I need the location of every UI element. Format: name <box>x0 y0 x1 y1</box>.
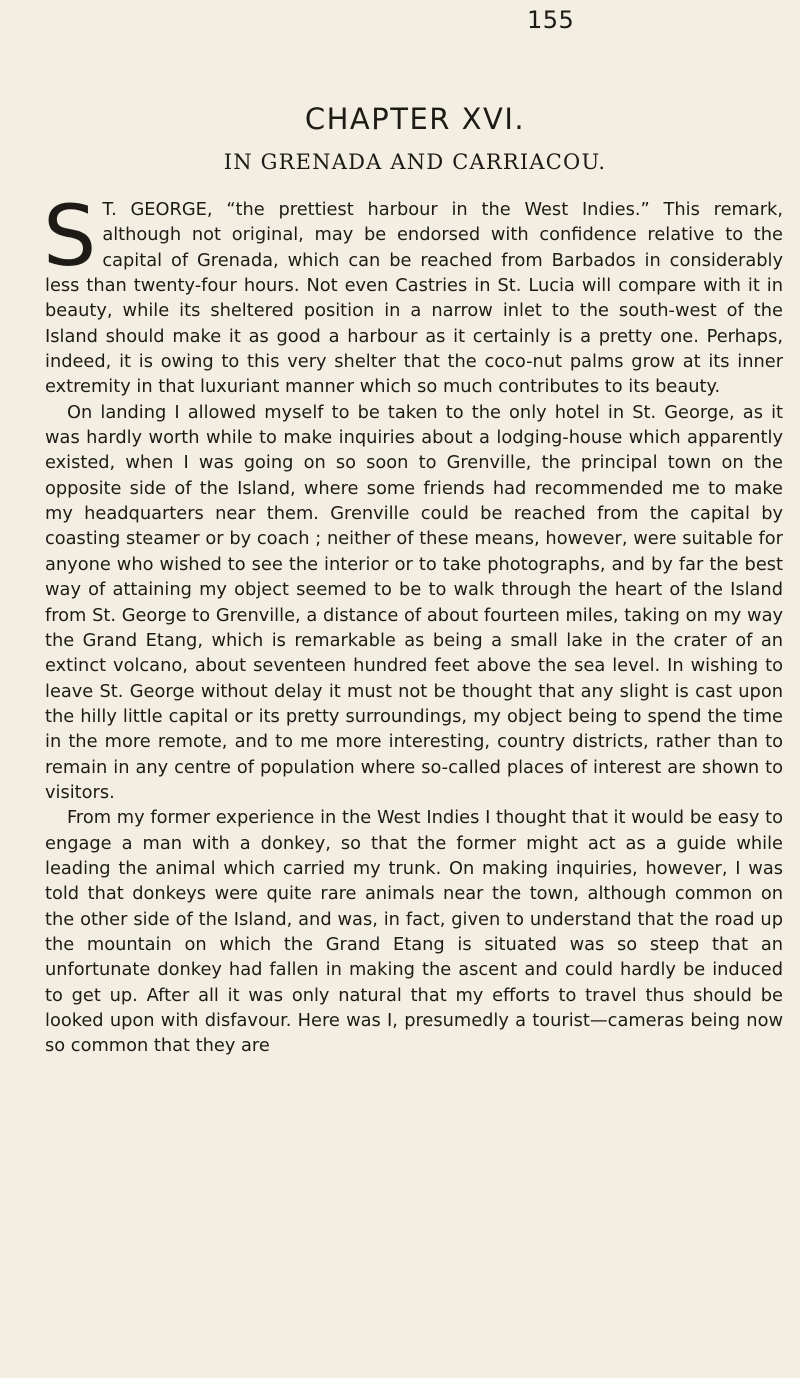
paragraph-1 <box>43 187 783 400</box>
paragraph-3: From my former experience in the West Indies I thought that it would be easy to engage a man with a donkey, so that the former might act as a guide while leading the animal which carried my trunk. On making inquiries, however, I was told that donkeys were quite rare animals near the town, although common on the other side of the Island, and was, in fact, given to understand that the road up the mountain on which the Grand Etang is situated was so steep that an unfortunate donkey had fallen in making the ascent and could hardly be induced to get up. After all it was only natural that my efforts to travel thus should be looked upon with disfavour. Here was I, presumedly a tourist—cameras being now so common that they are <box>45 807 783 1057</box>
body-text <box>43 187 783 1059</box>
chapter-subtitle: IN GRENADA AND CARRIACOU. <box>223 150 607 174</box>
paragraph-1-text: T. GEORGE, “the prettiest harbour in the West Indies.” This remark, although not original, may be endorsed with confidence relative to the capital of Grenada, which can be reached from Barbados in considerably less than twenty-four hours. Not even Castries in St. Lucia will compare with it in beauty, while its sheltered position in a narrow inlet to the south-west of the Island should make it as good a harbour as it certainly is a pretty one. Perhaps, indeed, it is owing to this very shelter that the coco-nut palms grow at its inner extremity in that luxuriant manner which so much contributes to its beauty. <box>45 199 783 398</box>
chapter-title: CHAPTER XVI. <box>304 102 526 136</box>
paragraph-2: On landing I allowed myself to be taken to the only hotel in St. George, as it was hardly worth while to make inquiries about a lodging-house which apparently existed, when I was going on so soon to Grenville, the principal town on the opposite side of the Island, where some friends had recommended me to make my headquarters near them. Grenville could be reached from the capital by coasting steamer or by coach ; neither of these means, however, were suitable for anyone who wished to see the interior or to take photographs, and by far the best way of attaining my object seemed to be to walk through the heart of the Island from St. George to Grenville, a distance of about fourteen miles, taking on my way the Grand Etang, which is remarkable as being a small lake in the crater of an extinct volcano, about seventeen hundred feet above the sea level. In wishing to leave St. George without delay it must not be thought that any slight is cast upon the hilly little capital or its pretty surroundings, my object being to spend the time in the more remote, and to me more interesting, country districts, rather than to remain in any centre of population where so-called places of interest are shown to visitors. <box>45 401 783 803</box>
page-number: 155 <box>527 6 575 34</box>
drop-cap: S <box>43 187 97 285</box>
